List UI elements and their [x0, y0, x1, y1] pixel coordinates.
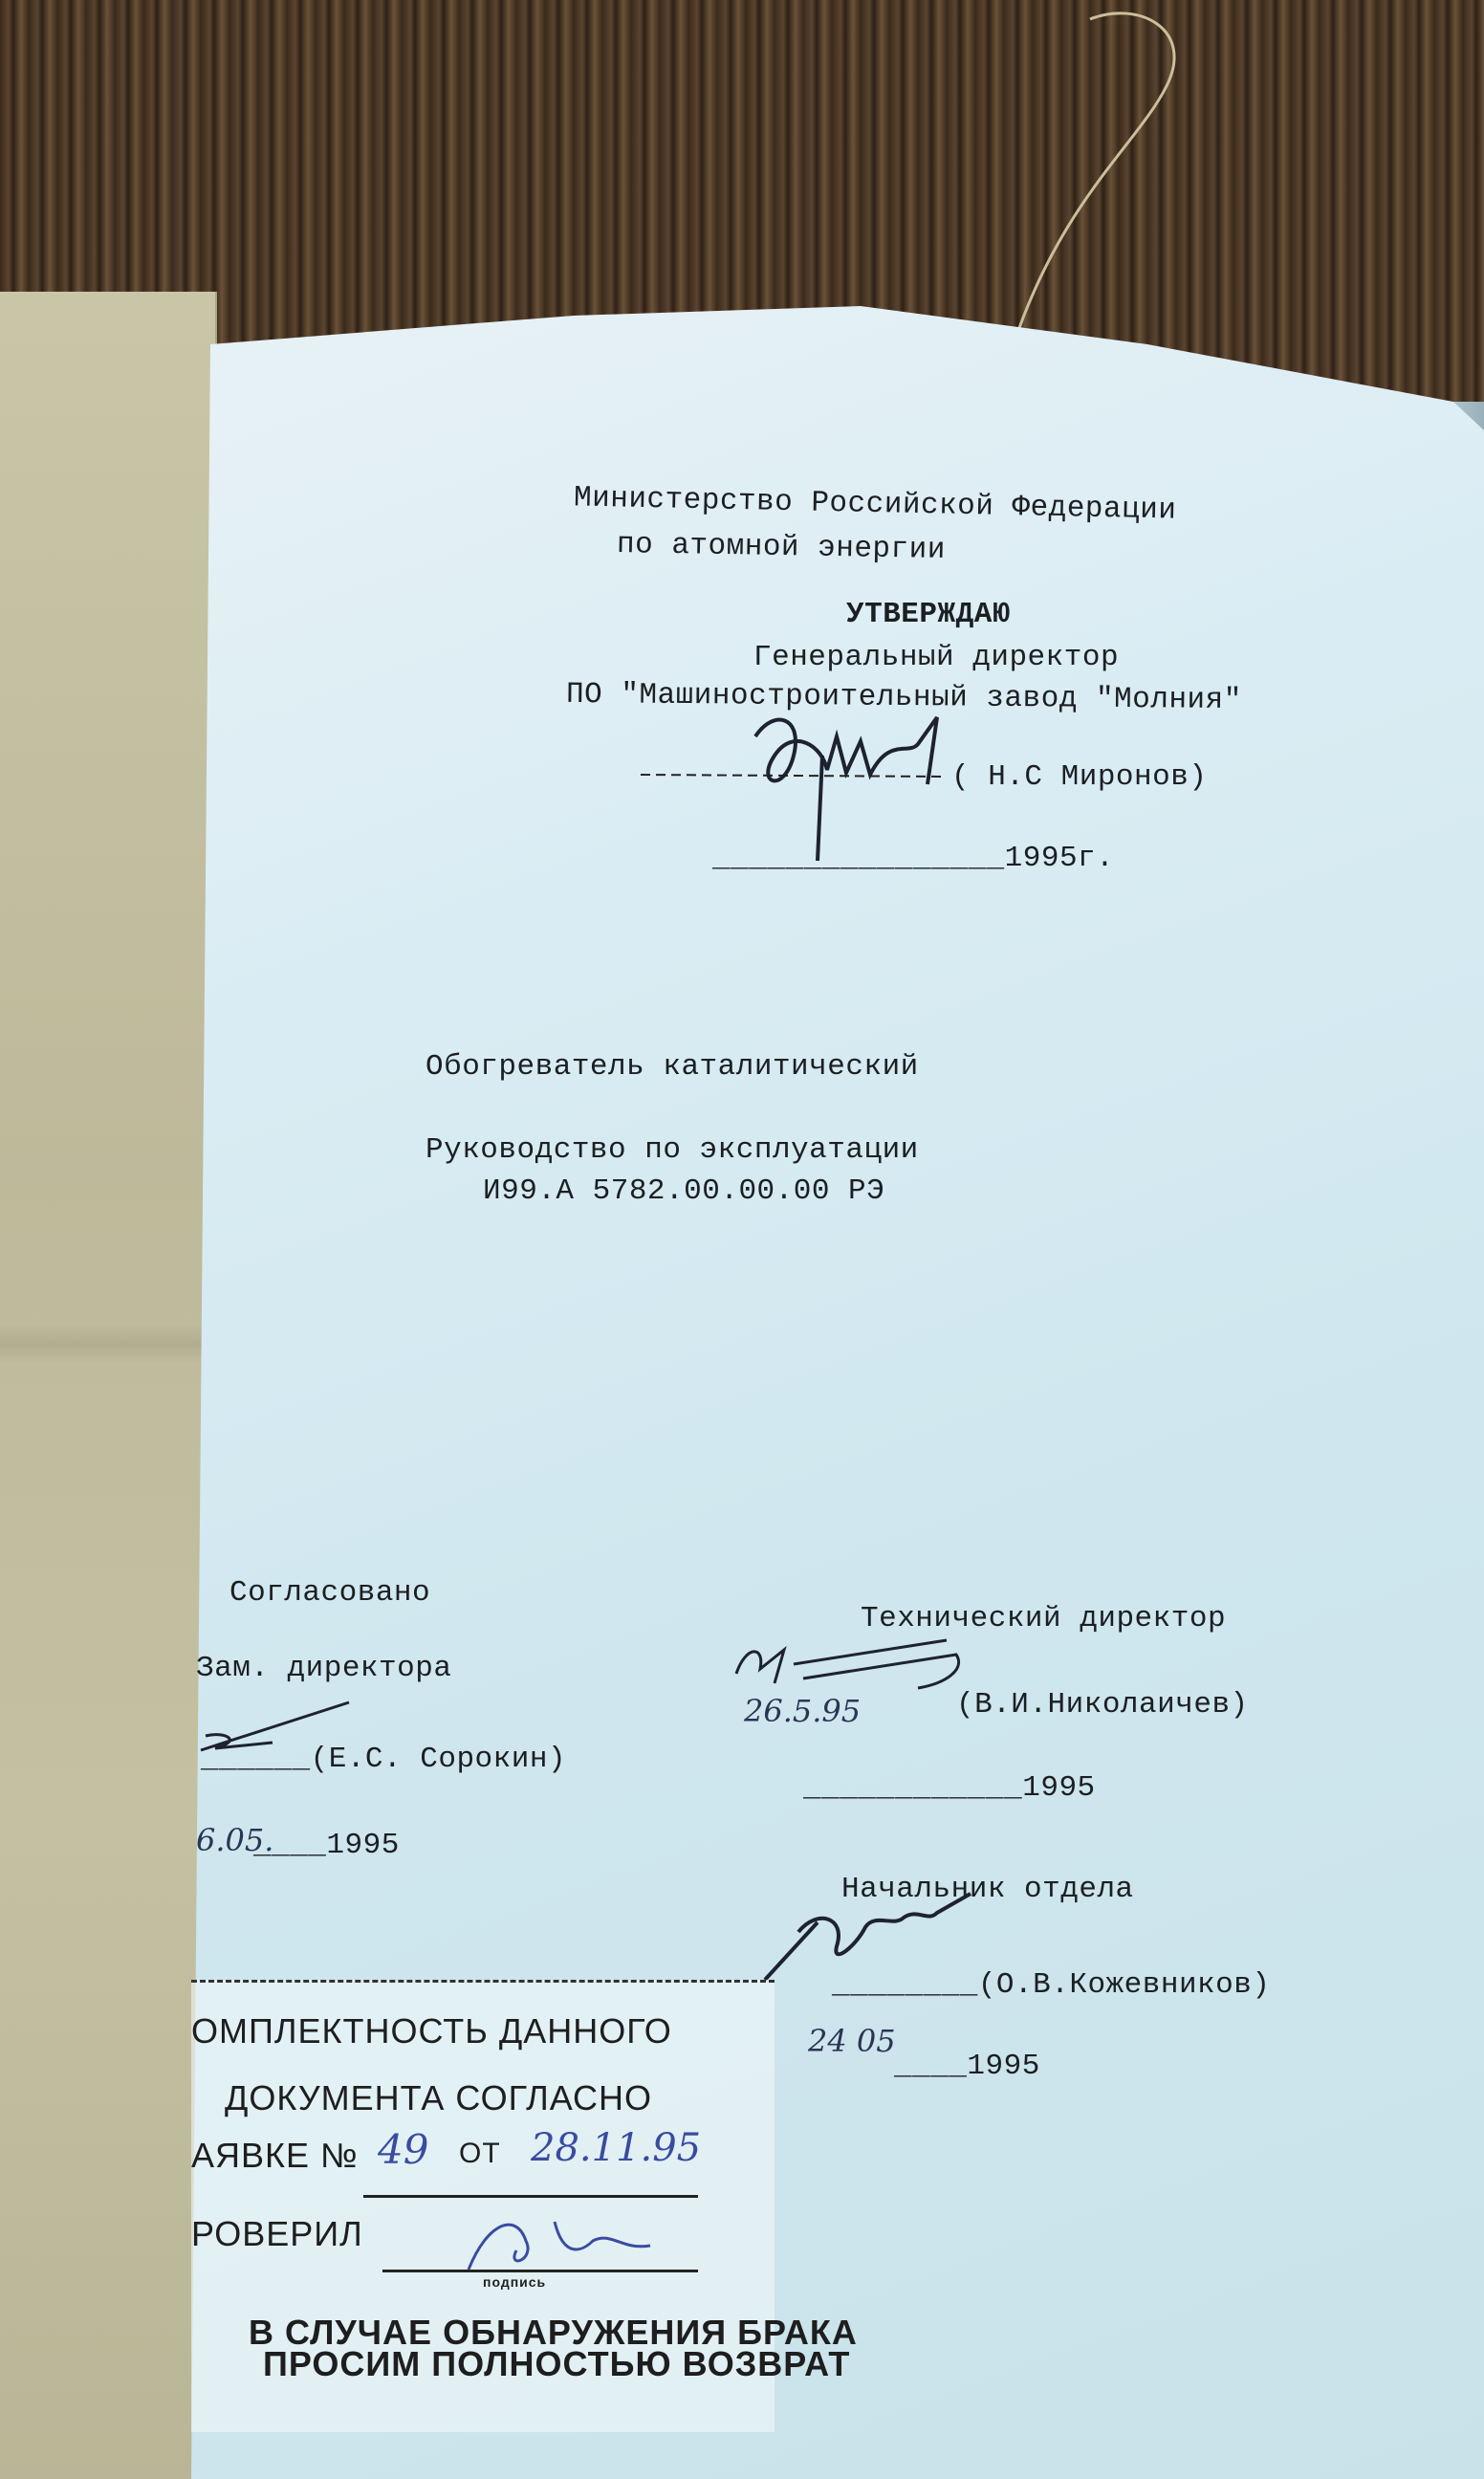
document-code: И99.А 5782.00.00.00 РЭ	[483, 1174, 885, 1208]
agreed-date-handwritten: 6.05.	[196, 1822, 274, 1858]
approval-title: УТВЕРЖДАЮ	[846, 598, 1011, 631]
stamp-line-3-underline	[363, 2195, 698, 2198]
stamp-request-number: 49	[378, 2126, 429, 2173]
agreed-position: Зам. директора	[196, 1652, 452, 1685]
agreed-signer: ______(Е.С. Сорокин)	[201, 1743, 567, 1776]
agreed-label: Согласовано	[229, 1576, 431, 1610]
stamp-sign-caption: подпись	[483, 2274, 547, 2290]
inspector-signature	[430, 2203, 679, 2279]
approval-signer: ( Н.С Миронов)	[951, 760, 1208, 794]
dept-head-signer: ________(О.В.Кожевников)	[832, 1968, 1271, 2002]
approval-organization: ПО "Машиностроительный завод "Молния"	[565, 677, 1242, 718]
approval-date: ________________1995г.	[712, 842, 1115, 875]
tech-director-position: Технический директор	[861, 1602, 1227, 1635]
approval-position: Генеральный директор	[753, 641, 1120, 674]
cover-fold	[0, 1325, 215, 1363]
director-signature	[631, 698, 975, 861]
tech-director-signer: (В.И.Николаичев)	[956, 1688, 1249, 1722]
tech-director-date-handwritten: 26.5.95	[744, 1693, 862, 1729]
stamp-line-3-label: АЯВКЕ №	[191, 2136, 359, 2175]
stamp-line-2: ДОКУМЕНТА СОГЛАСНО	[225, 2078, 652, 2117]
dept-head-year: ____1995	[894, 2050, 1040, 2083]
document-type: Руководство по эксплуатации	[426, 1133, 919, 1167]
deputy-signature	[196, 1693, 368, 1760]
ministry-line-1: Министерство Российской Федерации	[573, 481, 1177, 528]
dept-head-date-handwritten: 24 05	[808, 2023, 896, 2059]
stamp-request-date: 28.11.95	[531, 2126, 702, 2170]
stamp-line-4-underline	[382, 2270, 698, 2272]
stamp-line-4-label: РОВЕРИЛ	[191, 2214, 363, 2253]
thread	[975, 0, 1243, 363]
product-name: Обогреватель каталитический	[426, 1050, 919, 1084]
ministry-line-2: по атомной энергии	[616, 528, 947, 567]
stamp-note-1: В СЛУЧАЕ ОБНАРУЖЕНИЯ БРАКА	[249, 2313, 858, 2352]
tech-director-date-line: ____________1995	[803, 1771, 1096, 1805]
stamp-line-1: ОМПЛЕКТНОСТЬ ДАННОГО	[191, 2011, 672, 2051]
dept-head-position: Начальник отдела	[841, 1873, 1134, 1906]
stamp-line-3-from: ОТ	[459, 2138, 501, 2169]
document-cover	[0, 292, 217, 2479]
agreed-year: ____1995	[253, 1829, 400, 1862]
stamp-note-2: ПРОСИМ ПОЛНОСТЬЮ ВОЗВРАТ	[263, 2344, 851, 2383]
